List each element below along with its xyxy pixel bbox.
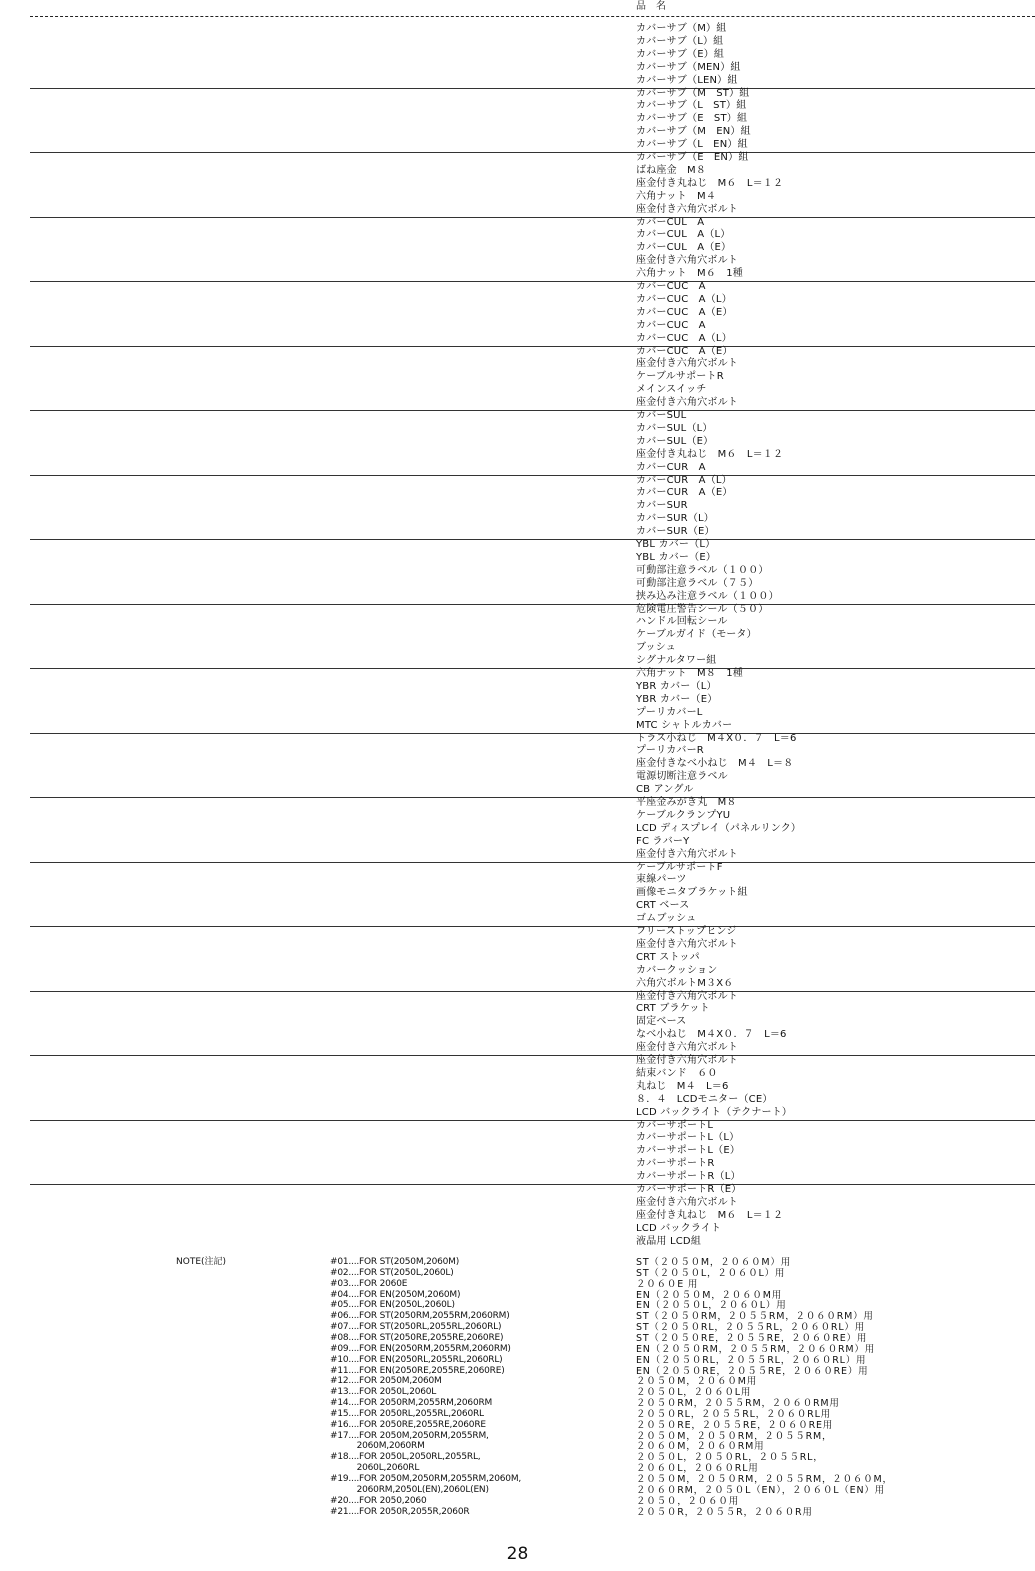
note-description: EN（２０５０L，２０６０L）用 (636, 1300, 787, 1312)
note-code: #15....FOR 2050RL,2055RL,2060RL (330, 1408, 484, 1419)
part-name: 座金付き六角穴ボルト (636, 255, 738, 267)
note-description: ２０５０RL，２０５５RL，２０６０RL用 (636, 1408, 831, 1420)
separator-line (30, 217, 1035, 218)
part-name: プーリカバーR (636, 745, 704, 757)
part-name: 六角ナット M８ 1種 (636, 668, 743, 679)
part-name: YBR カバー（E） (636, 693, 718, 705)
part-name: 六角穴ボルトM３X６ (636, 977, 734, 989)
part-name: カバーサポートR (636, 1158, 715, 1170)
part-name: カバーSUL（L） (636, 422, 713, 434)
part-name: カバーCUL A (636, 216, 705, 228)
separator-line (30, 604, 1035, 605)
note-code: #14....FOR 2050RM,2055RM,2060RM (330, 1398, 493, 1409)
part-name: 座金付き六角穴ボルト (636, 358, 738, 370)
part-name: 座金付き六角穴ボルト (636, 203, 738, 215)
part-name: カバーサブ（L ST）組 (636, 100, 747, 112)
part-name: カバーサブ（M）組 (636, 23, 727, 34)
note-description: ST（２０５０L，２０６０L）用 (636, 1267, 786, 1279)
note-code: #09....FOR EN(2050RM,2055RM,2060RM) (330, 1343, 511, 1354)
part-name: YBL カバー（L） (636, 539, 716, 550)
note-description: ２０５０L，２０５０RL，２０５５RL， (636, 1452, 824, 1464)
part-name: ケーブルクランプYU (636, 809, 731, 821)
part-name: 画像モニタブラケット組 (636, 887, 748, 899)
part-name: CB アングル (636, 784, 694, 796)
part-name: カバーサポートL（E） (636, 1145, 741, 1157)
note-code: #12....FOR 2050M,2060M (330, 1376, 442, 1387)
separator-line (30, 346, 1035, 347)
part-name: 結束バンド ６０ (636, 1067, 718, 1079)
part-name: 液晶用 LCD組 (636, 1235, 702, 1247)
note-code: #18....FOR 2050L,2050RL,2055RL, (330, 1452, 481, 1463)
part-name: CRT ブラケット (636, 1003, 710, 1015)
part-name: 座金付き丸ねじ M６ L＝１２ (636, 1209, 784, 1221)
part-name: 丸ねじ M４ L＝6 (636, 1080, 729, 1092)
note-code: 2060RM,2050L(EN),2060L(EN) (330, 1484, 489, 1495)
part-name: カバーCUC A（E） (636, 306, 733, 318)
note-code: #04....FOR EN(2050M,2060M) (330, 1289, 461, 1300)
part-name: ゴムブッシュ (636, 913, 697, 925)
part-name: メインスイッチ (636, 384, 707, 396)
part-name: カバーSUR（L） (636, 513, 714, 525)
part-name: カバーCUC A（L） (636, 293, 732, 305)
part-name: 座金付き六角穴ボルト (636, 1196, 738, 1208)
part-name: カバーCUR A（E） (636, 487, 733, 499)
note-description: EN（２０５０RM，２０５５RM，２０６０RM）用 (636, 1343, 876, 1355)
part-name: カバーSUL (636, 410, 687, 421)
note-code: #03....FOR 2060E (330, 1278, 408, 1289)
part-name: ブッシュ (636, 642, 676, 654)
note-description: EN（２０５０RE，２０５５RE，２０６０RE）用 (636, 1365, 869, 1377)
part-name: シグナルタワー組 (636, 655, 717, 667)
note-description: ２０５０M，２０６０M用 (636, 1376, 757, 1388)
part-name: カバーSUR（E） (636, 526, 715, 538)
part-name: カバーサブ（E ST）組 (636, 113, 748, 125)
part-name: 座金付き六角穴ボルト (636, 990, 738, 1002)
part-name: カバークッション (636, 964, 718, 976)
note-code: 2060M,2060RM (330, 1441, 425, 1452)
part-name: CRT ベース (636, 900, 690, 912)
separator-line (30, 862, 1035, 863)
part-name: カバーCUR A (636, 461, 706, 473)
separator-line (30, 733, 1035, 734)
part-name: カバーサブ（E EN）組 (636, 152, 749, 163)
note-code: 2060L,2060RL (330, 1463, 420, 1474)
note-description: ２０５０L，２０６０L用 (636, 1387, 752, 1399)
separator-line (30, 539, 1035, 540)
note-description: ２０６０M，２０６０RM用 (636, 1441, 765, 1453)
part-name: FC ラバーY (636, 835, 690, 847)
notes-title: NOTE(注記) (176, 1257, 227, 1267)
part-name: 座金付き丸ねじ M６ L＝１２ (636, 448, 784, 460)
note-code: #16....FOR 2050RE,2055RE,2060RE (330, 1419, 486, 1430)
part-name: カバーCUL A（L） (636, 229, 731, 241)
part-name: 束線パーツ (636, 874, 687, 886)
part-name: カバーサポートL（L） (636, 1132, 740, 1144)
separator-line (30, 797, 1035, 798)
part-name: 六角ナット M４ (636, 190, 717, 202)
part-name: ケーブルサポートR (636, 371, 724, 383)
part-name: フリーストップヒンジ (636, 926, 737, 937)
separator-line (30, 668, 1035, 669)
part-name: カバーサブ（M EN）組 (636, 126, 751, 138)
note-code: #11....FOR EN(2050RE,2055RE,2060RE) (330, 1365, 505, 1376)
separator-line (30, 152, 1035, 153)
part-name: カバーCUL A（E） (636, 242, 732, 254)
separator-line (30, 1055, 1035, 1056)
part-name: カバーSUR (636, 500, 688, 512)
part-name: カバーCUR A（L） (636, 474, 732, 486)
column-header-part-name: 品 名 (636, 1, 666, 12)
separator-line (30, 410, 1035, 411)
part-name: ばね座金 M８ (636, 164, 707, 176)
part-name: 座金付き六角穴ボルト (636, 1055, 738, 1066)
separator-line (30, 926, 1035, 927)
note-code: #02....FOR ST(2050L,2060L) (330, 1267, 454, 1278)
part-name: カバーCUC A（E） (636, 345, 733, 357)
note-code: #17....FOR 2050M,2050RM,2055RM, (330, 1430, 489, 1441)
separator-line (30, 281, 1035, 282)
part-name: カバーサブ（L）組 (636, 35, 724, 47)
note-description: ２０５０，２０６０用 (636, 1495, 740, 1507)
note-description: ２０６０RM，２０５０L（EN），２０６０L（EN）用 (636, 1484, 885, 1496)
note-description: ２０６０E 用 (636, 1278, 699, 1290)
part-name: 座金付き六角穴ボルト (636, 397, 738, 409)
note-code: #20....FOR 2050,2060 (330, 1495, 427, 1506)
part-name: MTC シャトルカバー (636, 719, 733, 731)
note-description: ST（２０５０RL，２０５５RL，２０６０RL）用 (636, 1322, 866, 1334)
note-description: ST（２０５０RE，２０５５RE，２０６０RE）用 (636, 1332, 868, 1344)
separator-line (30, 1184, 1035, 1185)
part-name: カバーサブ（M ST）組 (636, 87, 750, 99)
note-code: #10....FOR EN(2050RL,2055RL,2060RL) (330, 1354, 503, 1365)
part-name: カバーサポートL (636, 1119, 714, 1131)
note-code: #05....FOR EN(2050L,2060L) (330, 1300, 455, 1311)
note-description: ２０５０RM，２０５５RM，２０６０RM用 (636, 1398, 840, 1410)
note-description: ST（２０５０M，２０６０M）用 (636, 1257, 792, 1268)
page-number: 28 (506, 1544, 529, 1564)
part-name: 平座金みがき丸 M８ (636, 797, 737, 808)
header-dashed-rule (30, 16, 1035, 17)
part-name: 座金付き六角穴ボルト (636, 938, 738, 950)
separator-line (30, 1120, 1035, 1121)
note-description: ２０５０M，２０５０RM，２０５５RM， (636, 1430, 833, 1442)
note-description: ２０５０RE，２０５５RE，２０６０RE用 (636, 1419, 834, 1431)
part-name: 可動部注意ラベル（７５） (636, 577, 759, 589)
note-description: ２０５０M，２０５０RM，２０５５RM，２０６０M， (636, 1474, 893, 1485)
part-name: CRT ストッパ (636, 951, 700, 963)
note-description: ２０５０R，２０５５R，２０６０R用 (636, 1506, 813, 1518)
part-name: トラス小ねじ M４X０．７ L＝6 (636, 732, 797, 744)
part-name: LCD バックライト (636, 1222, 722, 1234)
part-name: なべ小ねじ M４X０．７ L＝6 (636, 1029, 787, 1041)
separator-line (30, 475, 1035, 476)
part-name: カバーサポートR（L） (636, 1171, 741, 1183)
part-name: プーリカバーL (636, 706, 703, 718)
part-name: 挟み込み注意ラベル（１００） (636, 590, 779, 602)
part-name: 電源切断注意ラベル (636, 771, 728, 783)
part-name: 六角ナット M６ 1種 (636, 268, 743, 280)
part-name: カバーサブ（LEN）組 (636, 74, 738, 86)
part-name: YBL カバー（E） (636, 551, 717, 563)
note-description: EN（２０５０M，２０６０M用 (636, 1289, 783, 1301)
part-name: ８．４ LCDモニター（CE） (636, 1093, 773, 1105)
part-name: 座金付き丸ねじ M６ L＝１２ (636, 177, 784, 189)
note-code: #21....FOR 2050R,2055R,2060R (330, 1506, 470, 1517)
note-code: #13....FOR 2050L,2060L (330, 1387, 437, 1398)
note-code: #08....FOR ST(2050RE,2055RE,2060RE) (330, 1332, 504, 1343)
part-name: カバーサブ（MEN）組 (636, 61, 741, 73)
part-name: カバーCUC A（L） (636, 332, 732, 344)
note-description: ２０６０L，２０６０RL用 (636, 1463, 759, 1475)
part-name: カバーサブ（L EN）組 (636, 139, 748, 151)
part-name: 座金付きなべ小ねじ M４ L＝８ (636, 758, 794, 770)
note-description: ST（２０５０RM，２０５５RM，２０６０RM）用 (636, 1311, 874, 1323)
part-name: YBR カバー（L） (636, 680, 717, 692)
part-name: ハンドル回転シール (636, 616, 728, 628)
part-name: カバーCUC A (636, 281, 706, 292)
part-name: カバーSUL（E） (636, 435, 714, 447)
part-name: カバーサポートR（E） (636, 1184, 742, 1195)
note-code: #06....FOR ST(2050RM,2055RM,2060RM) (330, 1311, 510, 1322)
part-name: カバーサブ（E）組 (636, 48, 725, 60)
part-name: 可動部注意ラベル（１００） (636, 564, 769, 576)
part-name: ケーブルガイド（モータ） (636, 629, 757, 641)
part-name: カバーCUC A (636, 319, 706, 331)
part-name: LCD ディスプレイ（パネルリンク） (636, 822, 802, 834)
separator-line (30, 991, 1035, 992)
part-name: LCD バックライト（テクナート） (636, 1106, 793, 1118)
part-name: 危険電圧警告シール（５０） (636, 603, 769, 615)
separator-line (30, 88, 1035, 89)
note-description: EN（２０５０RL，２０５５RL，２０６０RL）用 (636, 1354, 867, 1366)
note-code: #07....FOR ST(2050RL,2055RL,2060RL) (330, 1322, 502, 1333)
part-name: 座金付き六角穴ボルト (636, 848, 738, 860)
note-code: #19....FOR 2050M,2050RM,2055RM,2060M, (330, 1474, 522, 1484)
part-name: 固定ベース (636, 1016, 687, 1028)
part-name: 座金付き六角穴ボルト (636, 1042, 738, 1054)
note-code: #01....FOR ST(2050M,2060M) (330, 1257, 460, 1267)
part-name: ケーブルサポートF (636, 861, 723, 873)
